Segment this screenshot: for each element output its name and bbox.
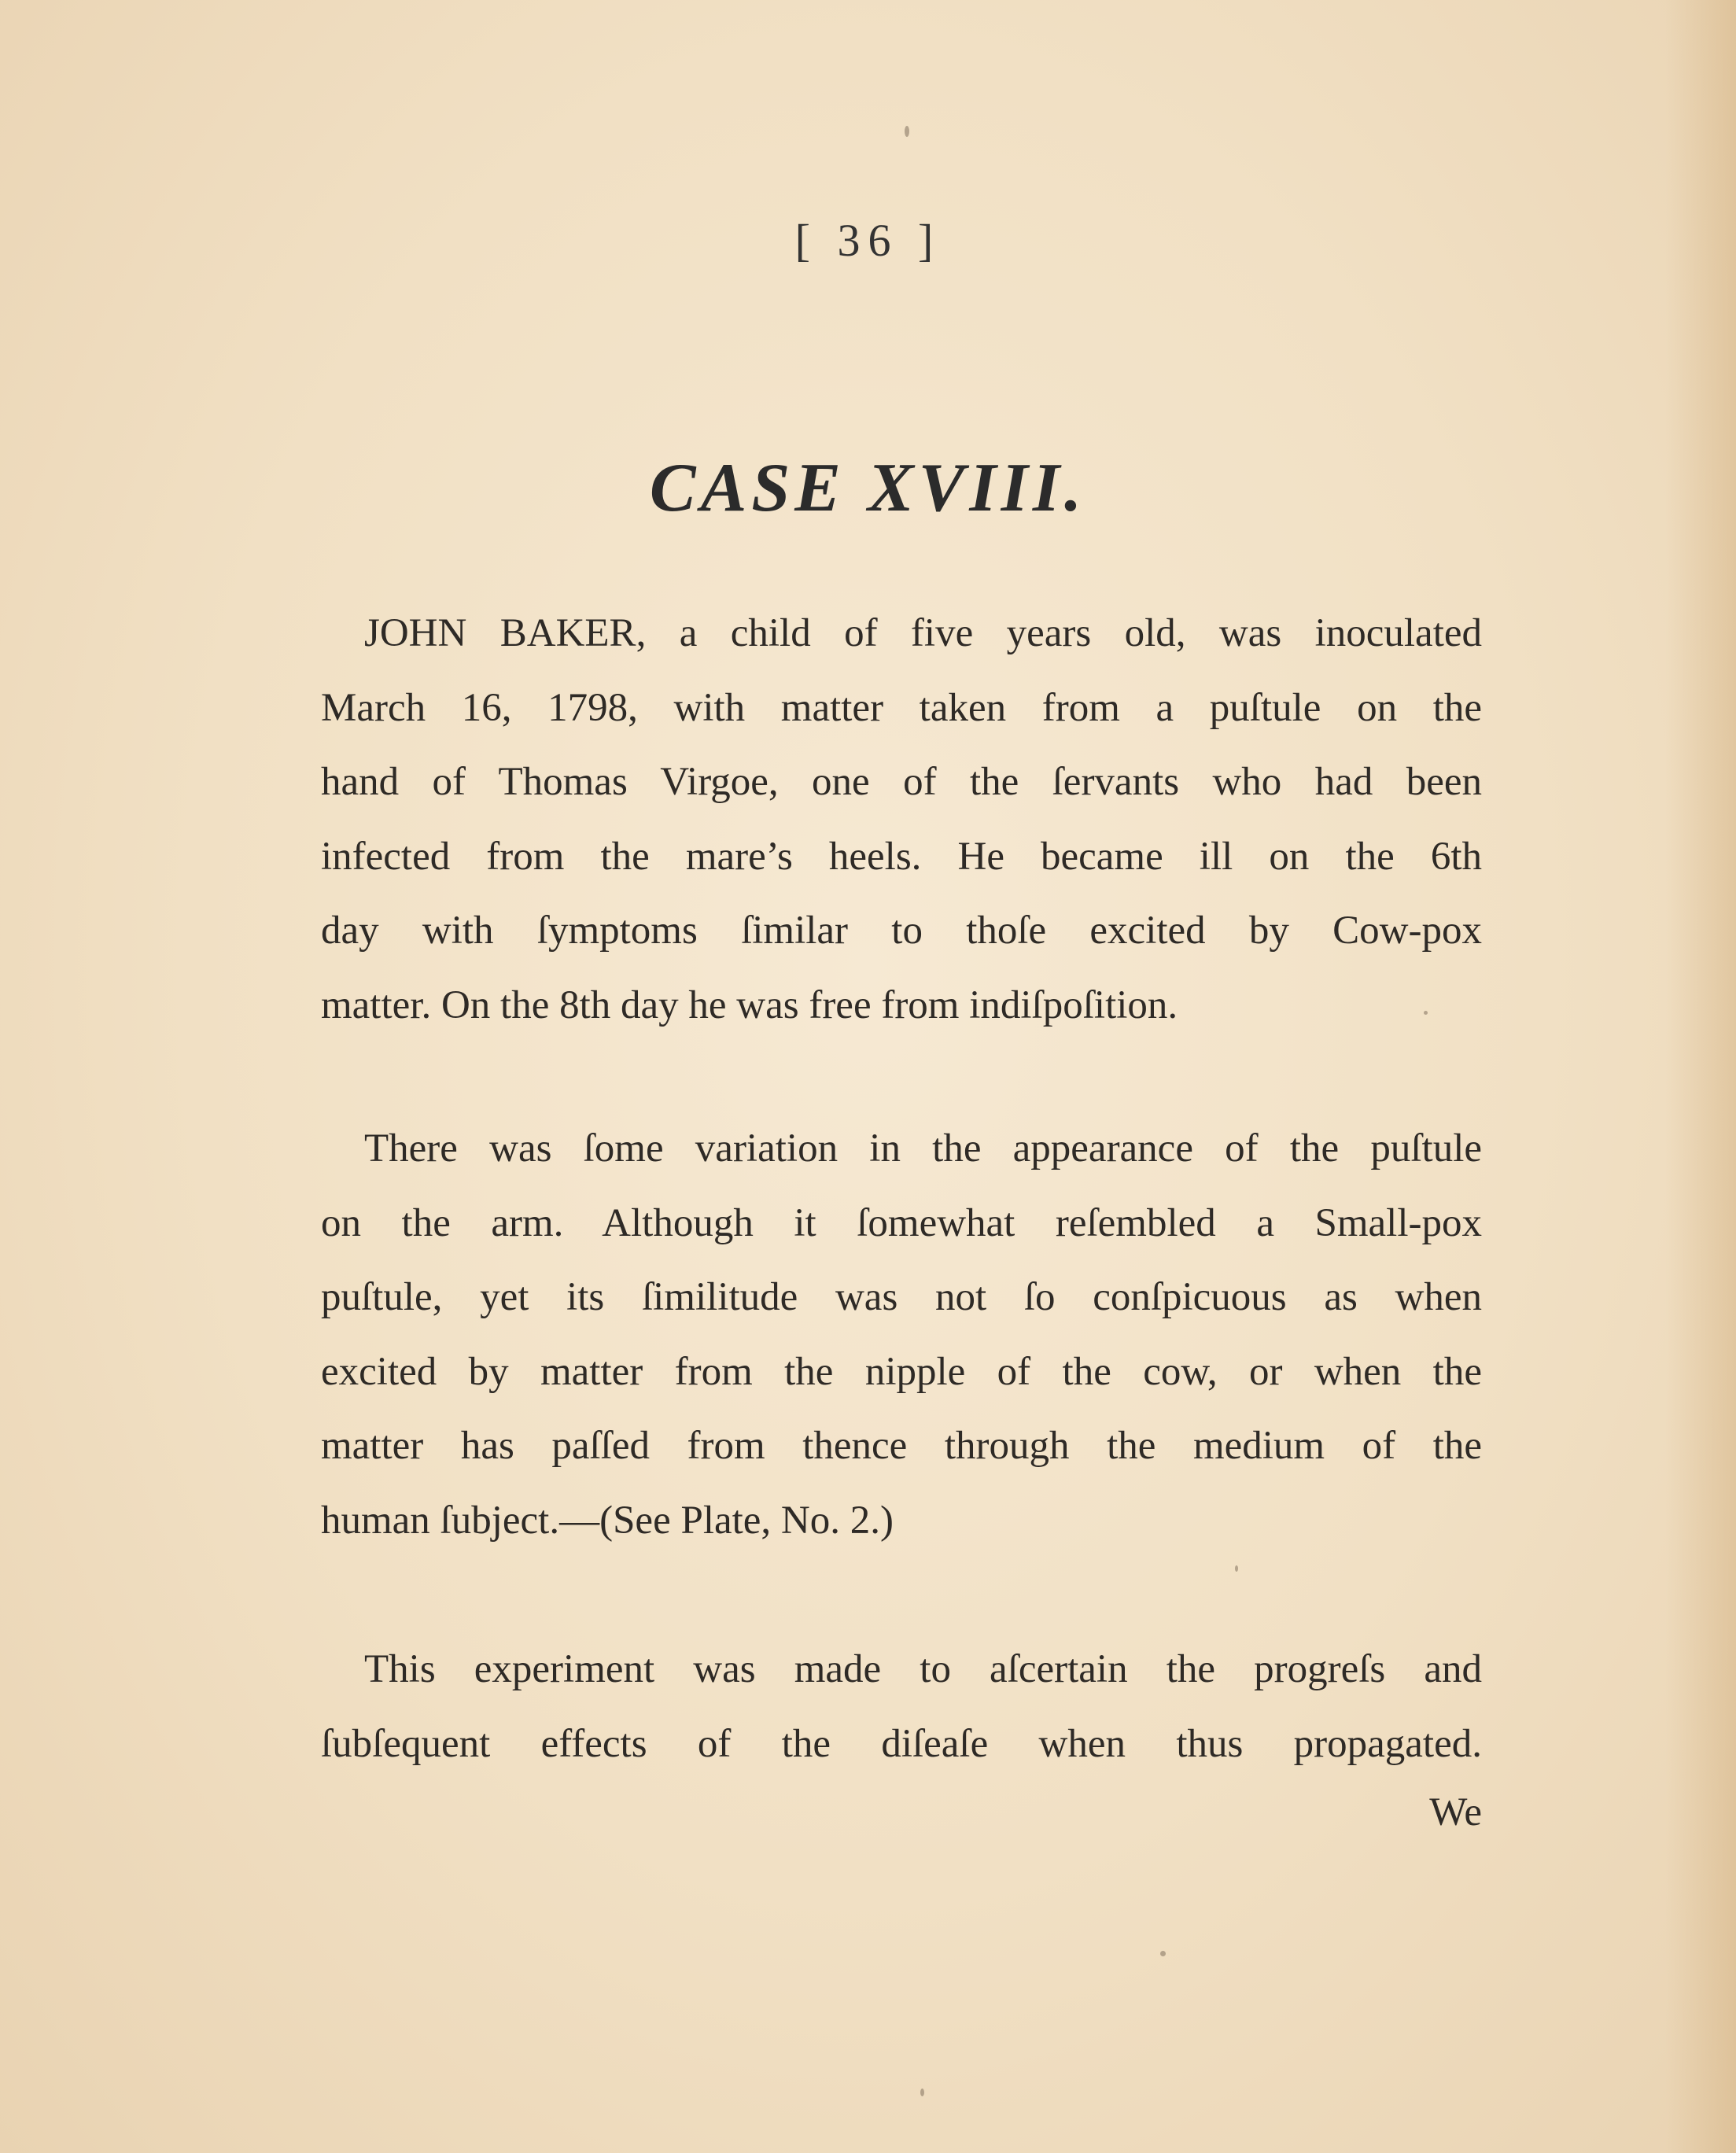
text-line: infected from the mare’s heels. He became ill on the 6th — [321, 834, 1482, 879]
case-heading: CASE XVIII. — [649, 450, 1087, 526]
paper-speck — [1235, 1565, 1238, 1572]
paper-speck — [1424, 1011, 1428, 1015]
text-line: puſtule, yet its ſimilitude was not ſo conſpicuous as when — [321, 1275, 1482, 1319]
page-edge-shadow — [1665, 0, 1736, 2153]
text-line: day with ſymptoms ſimilar to thoſe excited by Cow-pox — [321, 909, 1482, 953]
text-line: matter. On the 8th day he was free from indiſpoſition. — [321, 982, 1178, 1027]
text-line: There was ſome variation in the appearance of the puſtule — [364, 1126, 1482, 1171]
paper-speck — [905, 126, 909, 137]
text-line: JOHN BAKER, a child of five years old, was inoculated — [364, 611, 1482, 655]
paragraph-3 — [321, 1632, 1482, 1781]
paragraph-2 — [321, 1112, 1482, 1558]
page-number: [ 36 ] — [794, 215, 942, 266]
text-line: ſubſequent effects of the diſeaſe when thus propagated. — [321, 1721, 1482, 1766]
text-line: This experiment was made to aſcertain the progreſs and — [364, 1647, 1482, 1691]
text-line: human ſubject.—(See Plate, No. 2.) — [321, 1498, 894, 1543]
text-line: March 16, 1798, with matter taken from a puſtule on the — [321, 685, 1482, 730]
text-line: hand of Thomas Virgoe, one of the ſervants who had been — [321, 760, 1482, 804]
text-line: on the arm. Although it ſomewhat reſembled a Small-pox — [321, 1200, 1482, 1245]
text-line: excited by matter from the nipple of the cow, or when the — [321, 1349, 1482, 1394]
paper-speck — [1160, 1951, 1166, 1956]
text-line: matter has paſſed from thence through the medium of the — [321, 1424, 1482, 1468]
paragraph-1 — [321, 596, 1482, 1042]
paper-speck — [920, 2088, 924, 2096]
catchword: We — [1429, 1790, 1482, 1834]
